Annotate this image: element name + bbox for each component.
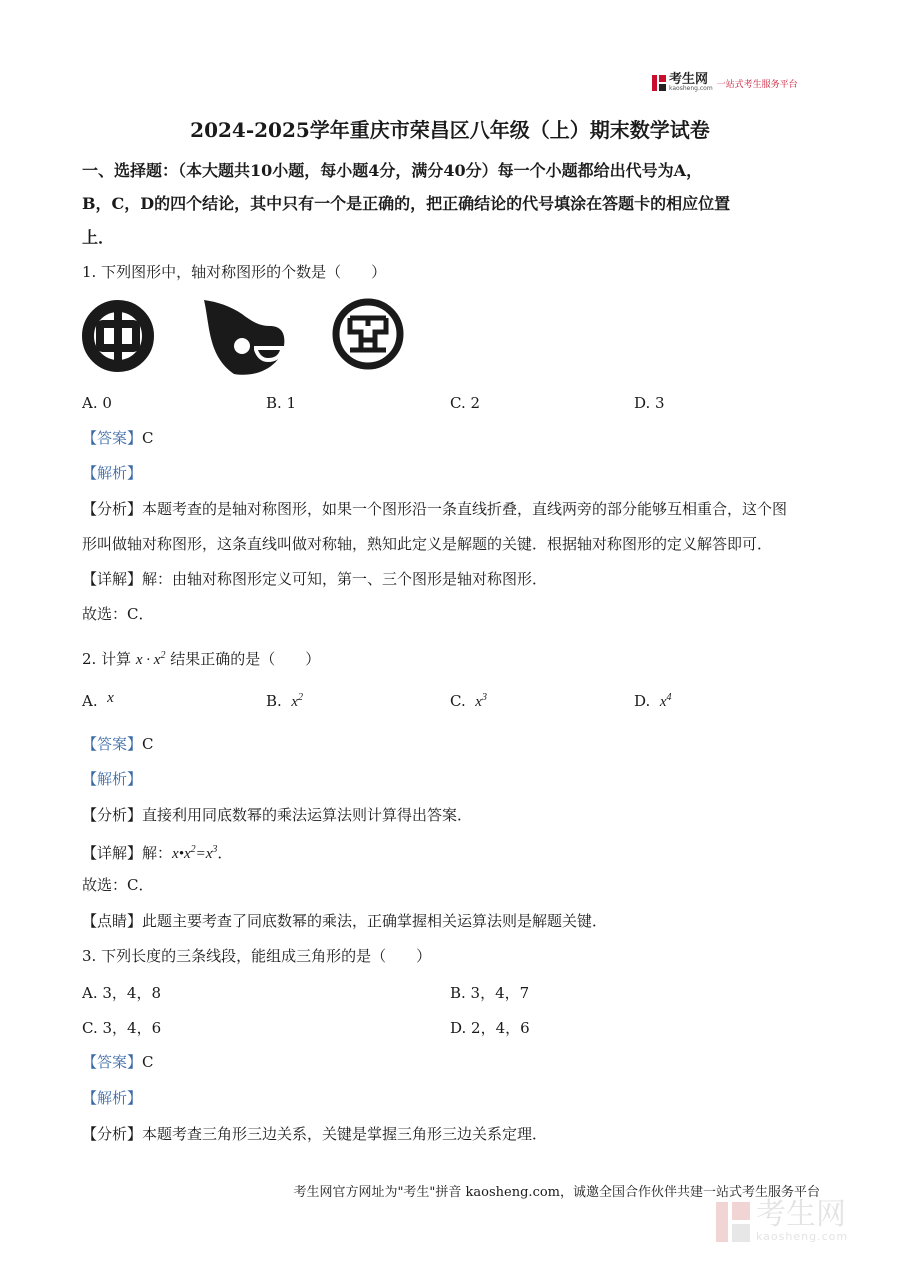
q2-option-a-label: A. — [82, 692, 98, 710]
brand-text — [669, 74, 713, 92]
brand-name: 考生网 — [669, 72, 709, 87]
q1-choose: 故选：C． — [82, 605, 154, 623]
q3-answer-value: C — [142, 1053, 154, 1071]
q1-fenxi-tag: 【分析】 — [82, 500, 143, 518]
q2-dianjing-tag: 【点睛】 — [82, 912, 143, 930]
q2-option-b — [266, 692, 303, 711]
footer-text: 考生网官方网址为"考生"拼音 kaosheng.com，诚邀全国合作伙伴共建一站式考生服务平台 — [293, 1185, 820, 1200]
q2-option-d — [634, 692, 671, 711]
q2-analysis-tag: 【解析】 — [82, 770, 143, 788]
q1-answer — [82, 428, 154, 448]
q3-fenxi — [82, 1124, 547, 1144]
icbc-logo-figure — [330, 296, 406, 372]
q2-option-b-math: $x^2$ — [291, 692, 304, 710]
watermark-mark-icon — [716, 1202, 750, 1242]
q2-option-c-label: C. — [450, 692, 466, 710]
q3-option-b: B. 3，4，7 — [450, 984, 530, 1002]
q1-xiangjie-text: 解：由轴对称图形定义可知，第一、三个图形是轴对称图形． — [142, 570, 548, 588]
q3-fenxi-tag: 【分析】 — [82, 1125, 143, 1143]
q1-fenxi-line2: 形叫做轴对称图形，这条直线叫做对称轴，熟知此定义是解题的关键．根据轴对称图形的定义解答即可． — [82, 535, 773, 553]
q2-answer-value: C — [142, 735, 154, 753]
q1-option-c: C. 2 — [450, 394, 481, 412]
watermark-text — [756, 1197, 849, 1243]
page-title: 2024-2025学年重庆市荣昌区八年级（上）期末数学试卷 — [190, 118, 710, 142]
q2-fenxi — [82, 805, 472, 825]
q2-option-a — [82, 692, 114, 711]
q3-answer-tag: 【答案】 — [82, 1053, 143, 1071]
q2-option-c — [450, 692, 487, 711]
brand-logo — [652, 72, 798, 94]
watermark-name: 考生网 — [756, 1197, 846, 1232]
q3-fenxi-text: 本题考查三角形三边关系，关键是掌握三角形三边关系定理． — [142, 1125, 548, 1143]
q1-fenxi-text1: 本题考查的是轴对称图形，如果一个图形沿一条直线折叠，直线两旁的部分能够互相重合，这个图 — [142, 500, 788, 518]
q2-option-d-label: D. — [634, 692, 651, 710]
q3-option-d: D. 2，4，6 — [450, 1019, 530, 1037]
q1-option-b: B. 1 — [266, 394, 297, 412]
watermark-url: kaosheng.com — [756, 1230, 849, 1243]
q1-stem: 1. 下列图形中，轴对称图形的个数是（ ） — [82, 263, 387, 281]
q1-fenxi-line1 — [82, 499, 787, 519]
q3-stem: 3. 下列长度的三条线段，能组成三角形的是（ ） — [82, 947, 432, 965]
brand-mark-icon — [652, 75, 666, 91]
asymmetric-logo-figure — [200, 296, 288, 378]
q3-analysis-tag: 【解析】 — [82, 1089, 143, 1107]
q1-answer-value: C — [142, 429, 154, 447]
q2-answer — [82, 734, 154, 754]
q3-answer — [82, 1052, 154, 1072]
q1-option-a: A. 0 — [82, 394, 112, 412]
q2-fenxi-text: 直接利用同底数幂的乘法运算法则计算得出答案． — [142, 806, 473, 824]
q2-dianjing — [82, 911, 607, 931]
q2-stem — [82, 646, 320, 670]
q2-stem-suffix: 结果正确的是（ ） — [170, 650, 321, 668]
section-heading-line2: B，C，D的四个结论，其中只有一个是正确的，把正确结论的代号填涂在答题卡的相应位置 — [82, 194, 731, 213]
q2-answer-tag: 【答案】 — [82, 735, 143, 753]
q2-fenxi-tag: 【分析】 — [82, 806, 143, 824]
q2-xiangjie: 【详解】解：$x•x^2=x^3$． — [82, 844, 233, 862]
q1-option-d: D. 3 — [634, 394, 665, 412]
q2-option-d-math: $x^4$ — [659, 692, 672, 710]
section-heading-line1: 一、选择题：（本大题共10小题，每小题4分，满分40分）每一个小题都给出代号为A， — [82, 161, 703, 180]
q2-xiangjie-prefix: 解： — [142, 844, 173, 862]
q2-option-c-math: $x^3$ — [475, 692, 487, 710]
watermark-logo — [716, 1197, 849, 1243]
section-heading-line3: 上． — [82, 228, 115, 247]
q2-stem-prefix: 2. 计算 — [82, 650, 132, 668]
q2-dianjing-text: 此题主要考查了同底数幂的乘法，正确掌握相关运算法则是解题关键． — [142, 912, 608, 930]
q2-option-b-label: B. — [266, 692, 282, 710]
bank-of-china-logo-figure — [80, 298, 156, 374]
q2-expression: $x \cdot x^2$ — [135, 650, 166, 668]
q2-xiangjie-math: $x•x^2=x^3$ — [172, 844, 218, 862]
brand-url: kaosheng.com — [669, 85, 713, 92]
q1-analysis-tag: 【解析】 — [82, 464, 143, 482]
q2-choose: 故选：C． — [82, 876, 154, 894]
brand-slogan: 一站式考生服务平台 — [716, 79, 798, 90]
q3-option-a: A. 3，4，8 — [82, 984, 161, 1002]
q1-xiangjie — [82, 569, 547, 589]
q2-xiangjie-tag: 【详解】 — [82, 844, 143, 862]
q3-option-c: C. 3，4，6 — [82, 1019, 162, 1037]
q2-option-a-math: x — [107, 690, 114, 706]
q1-xiangjie-tag: 【详解】 — [82, 570, 143, 588]
q1-answer-tag: 【答案】 — [82, 429, 143, 447]
